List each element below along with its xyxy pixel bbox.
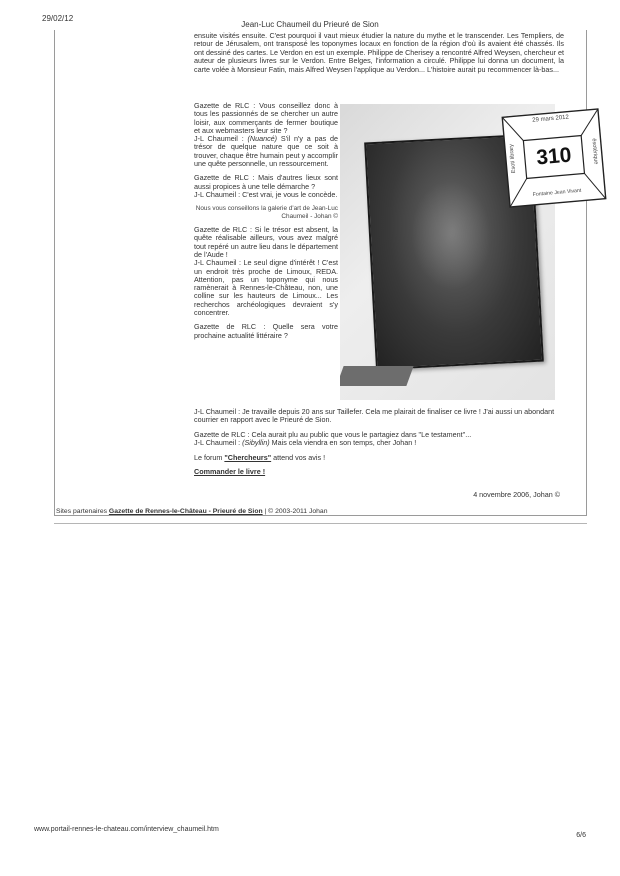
stamp-date: 29 mars 2012 [532,114,570,124]
interview-column [194,102,338,346]
footer-suffix: | © 2003-2011 Johan [262,508,328,515]
qa-block-1 [194,102,338,168]
answer-2-text: C'est vrai, je vous le concède. [242,189,338,199]
question-final: Gazette de RLC : Quelle sera votre prochaine actualité littéraire ? [194,322,338,340]
forum-line [194,454,562,462]
order-book-link[interactable]: Commander le livre ! [194,467,266,477]
answer-1-text: S'il n'y a pas de trésor de quelque nature que ce soit à trouver, chaque être humain peut y accomplir une quête personnelle, un ressourcement. [194,134,338,169]
qa-block-testament [194,431,562,448]
forum-suffix: attend vos avis ! [271,452,326,462]
page-number: 6/6 [576,832,586,839]
forum-prefix: Le forum [194,452,225,462]
answer-testament-note: (Sibyllin) [242,438,270,448]
library-stamp [501,108,607,208]
answer-1-prefix: J-L Chaumeil : [194,134,248,144]
answer-3-prefix: J-L Chaumeil : [194,258,244,268]
answer-3 [194,259,338,317]
qa-block-2 [194,174,338,199]
top-paragraph: ensuite visités ensuite. C'est pourquoi il vaut mieux étudier la nature du mythe et le transcender. Les Templiers, de retour de Jérusalem, ont transposé les toponymes locaux en fonction de la région d'où ils avaient été chassés. Ils ont dessiné des cartes. Le Verdon en est un exemple. Philippe de Cherisey a rencontré Alfred Weysen, chercheur et auteur de plusieurs livres sur le Verdon. Entre Belges, l'information a circulé. Philippe lui donna un document, la carte volée à Monsieur Fatin, mais Alfred Weysen l'applique au Verdon... L'histoire aurait pu recommencer là-bas... [194,31,564,74]
footer-prefix: Sites partenaires [56,508,109,515]
answer-2-prefix: J-L Chaumeil : [194,189,243,199]
answer-1-note: (Nuancé) [247,134,278,144]
question-1: Gazette de RLC : Vous conseillez donc à tous les passionnés de se chercher un autre loisir, aux commerçants de fermer boutique et aux webmasters leur site ? [194,101,338,135]
answer-testament-prefix: J-L Chaumeil : [194,438,243,448]
answer-3-text: Le seul digne d'intérêt ! C'est un endroit très proche de Limoux, REDA. Attention, pas un toponyme qui nous ramènerait à Rennes-le-Château, non, une colline sur les hauteurs de Limoux... Les recherchos archéologiques devraient s'y concentrer. [194,258,338,318]
question-3: Gazette de RLC : Si le trésor est absent, la quête réalisable ailleurs, vous avez malgré tout repéré un autre lieu dans le département de l'Aude ! [194,225,338,259]
print-title: Jean-Luc Chaumeil du Prieuré de Sion [241,20,379,29]
qa-block-3 [194,226,338,317]
stamp-bottom-text: Fontaine Jean Vivant [532,187,582,198]
lower-section [194,408,562,476]
stamp-right-text: ésotérique [590,138,599,165]
answer-testament-text: Mais cela viendra en son temps, cher Johan ! [269,438,417,448]
photo-base [340,366,414,386]
footer-bar [56,508,586,515]
answer-1 [194,135,338,168]
answer-testament [194,439,562,447]
question-testament: Gazette de RLC : Cela aurait plu au public que vous le partagiez dans "Le testament"... [194,429,472,439]
print-date: 29/02/12 [42,14,74,23]
stamp-number: 310 [535,143,573,170]
gallery-caption: Nous vous conseillons la galerie d'art de Jean-Luc Chaumeil - Johan © [195,205,338,220]
print-url: www.portail-rennes-le-chateau.com/interview_chaumeil.htm [34,826,219,833]
footer-site-link[interactable]: Gazette de Rennes-le-Château - Prieuré de Sion [108,508,263,515]
answer-2 [194,191,338,199]
answer-final: J-L Chaumeil : Je travaille depuis 20 ans sur Taillefer. Cela me plairait de finaliser ce livre ! J'ai aussi un abondant courrier en rapport avec le Prieuré de Sion. [194,407,555,425]
footer-rule [54,523,587,524]
stamp-left-text: Esoti library [508,143,518,174]
forum-link[interactable]: "Chercheurs" [224,452,272,462]
signature: 4 novembre 2006, Johan © [473,490,560,499]
question-2: Gazette de RLC : Mais d'autres lieux sont aussi propices à une telle démarche ? [194,173,338,191]
